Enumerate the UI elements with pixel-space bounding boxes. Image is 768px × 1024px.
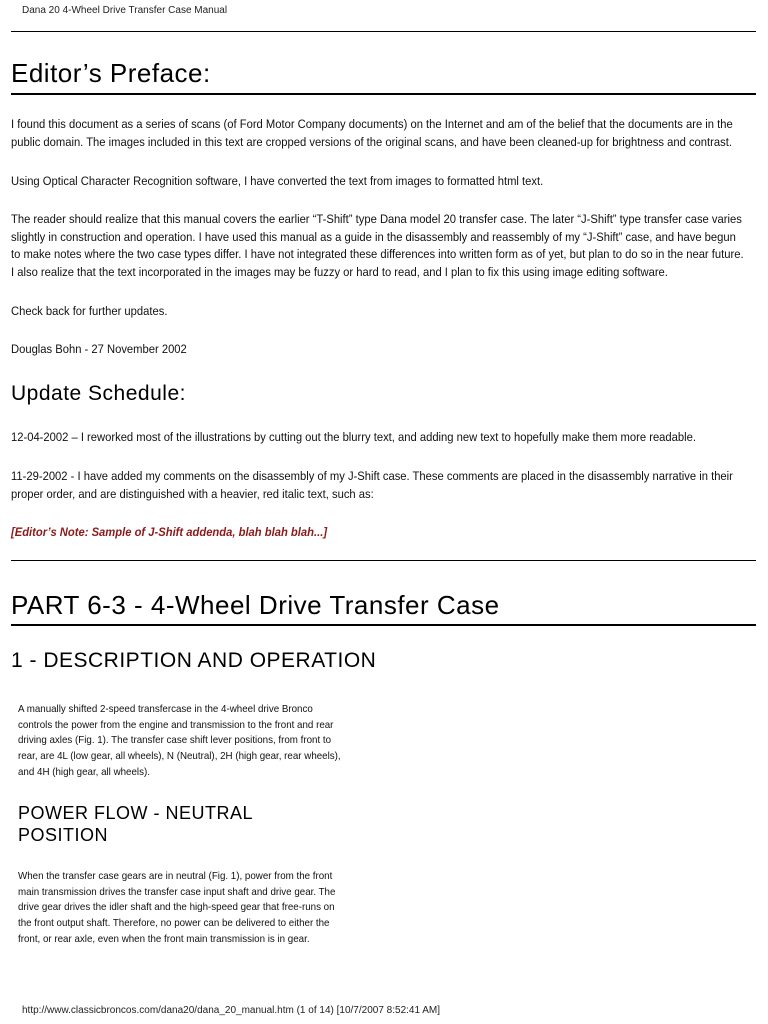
power-flow-paragraph: When the transfer case gears are in neutral (Fig. 1), power from the front main transmission drives the transfer case input shaft and drive gear. The drive gear drives the idler shaft and the high-speed gear that free-runs on the front output shaft. Therefore, no power can be delivered to either the front, or rear axle, even when the front main transmission is in gear. bbox=[18, 871, 336, 945]
section-title: 1 - DESCRIPTION AND OPERATION bbox=[11, 649, 377, 672]
editor-note-sample: [Editor’s Note: Sample of J-Shift addenda, blah blah blah...] bbox=[11, 525, 328, 539]
preface-paragraph-1: I found this document as a series of scans (of Ford Motor Company documents) on the Internet and am of the belief that the documents are in the public domain. The images included in this text are cropped versions of the original scans, and have been cleaned-up for brightness and contrast. bbox=[11, 117, 733, 149]
part-rule bbox=[11, 624, 756, 626]
preface-signature: Douglas Bohn - 27 November 2002 bbox=[11, 342, 187, 356]
preface-title: Editor’s Preface: bbox=[11, 58, 211, 88]
running-title: Dana 20 4-Wheel Drive Transfer Case Manual bbox=[22, 5, 228, 16]
update-entry-1: 12-04-2002 – I reworked most of the illustrations by cutting out the blurry text, and adding new text to hopefully make them more readable. bbox=[11, 430, 696, 444]
source-footer: http://www.classicbroncos.com/dana20/dana_20_manual.htm (1 of 14) [10/7/2007 8:52:41 AM] bbox=[22, 1005, 441, 1016]
header-rule bbox=[11, 31, 756, 32]
preface-paragraph-4: Check back for further updates. bbox=[11, 304, 168, 318]
preface-paragraph-3: The reader should realize that this manual covers the earlier “T-Shift” type Dana model 20 transfer case. The later “J-Shift” type transfer case varies slightly in construction and operation. I have used this manual as a guide in the disassembly and reassembly of my “J-Shift” case, and have begun to make notes where the two case types differ. I have not integrated these differences into written form as of yet, but plan to do so in the near future. I also realize that the text incorporated in the images may be fuzzy or hard to read, and I plan to fix this using image editing software. bbox=[11, 212, 744, 279]
preface-paragraph-2: Using Optical Character Recognition software, I have converted the text from images to formatted html text. bbox=[11, 174, 544, 188]
preface-rule bbox=[11, 93, 756, 95]
update-schedule-title: Update Schedule: bbox=[11, 382, 186, 405]
update-entry-2: 11-29-2002 - I have added my comments on the disassembly of my J-Shift case. These comments are placed in the disassembly narrative in their proper order, and are distinguished with a heavier, red italic text, such as: bbox=[11, 469, 733, 501]
power-flow-title: POWER FLOW - NEUTRAL POSITION bbox=[18, 803, 253, 845]
description-paragraph: A manually shifted 2-speed transfercase in the 4-wheel drive Bronco controls the power from the engine and transmission to the front and rear driving axles (Fig. 1). The transfer case shift lever positions, from front to rear, are 4L (low gear, all wheels), N (Neutral), 2H (high gear, rear wheels), and 4H (high gear, all wheels). bbox=[18, 704, 341, 778]
part-title: PART 6-3 - 4-Wheel Drive Transfer Case bbox=[11, 590, 500, 620]
section-divider bbox=[11, 560, 756, 561]
